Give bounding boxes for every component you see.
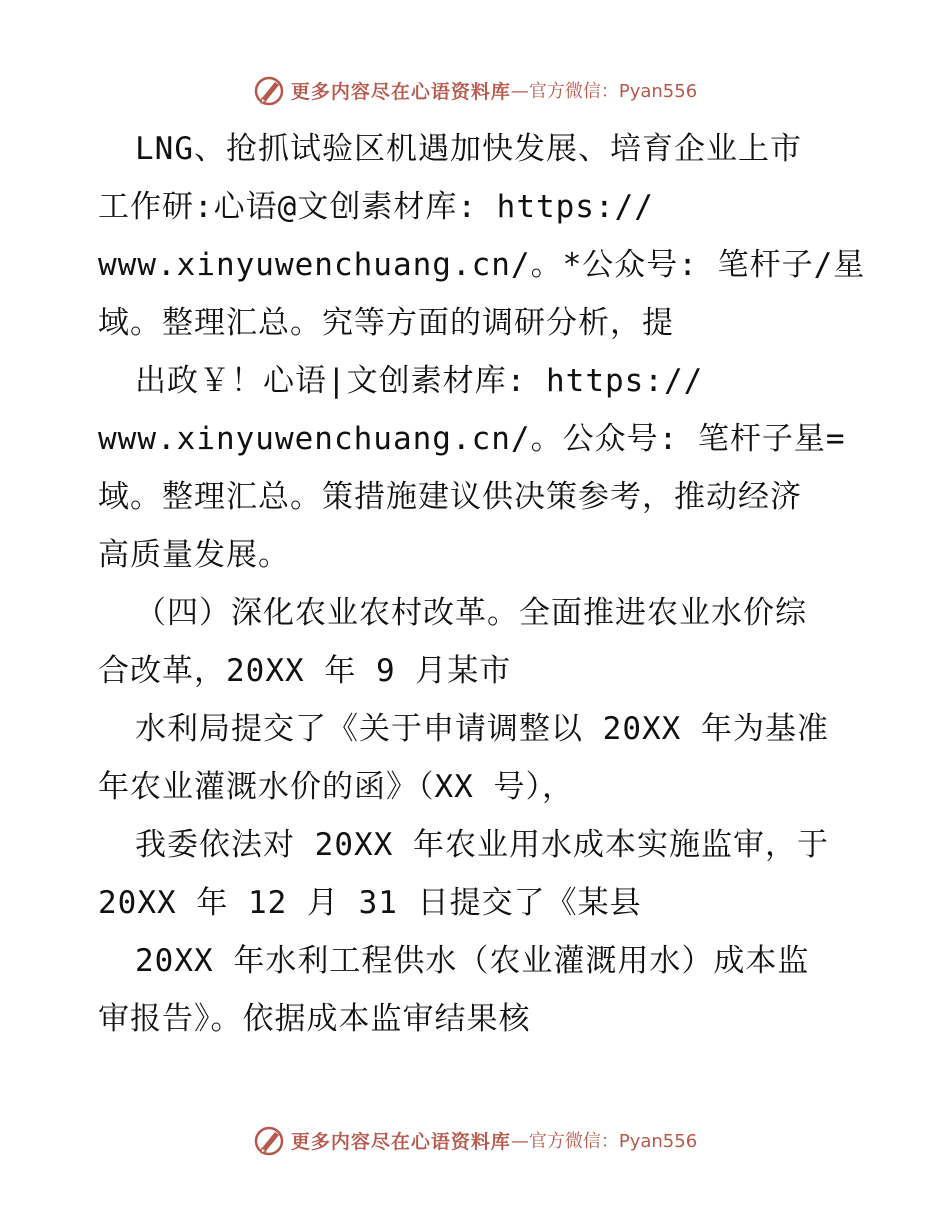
text-line: 审报告》。依据成本监审结果核: [98, 1001, 531, 1037]
pen-logo-icon: [253, 74, 285, 106]
text-line: www.xinyuwenchuang.cn/。公众号: 笔杆子星=: [98, 421, 846, 457]
watermark-footer: [0, 1120, 950, 1160]
text-line: 合改革，20XX 年 9 月某市: [98, 653, 512, 689]
watermark-title: 更多内容尽在心语资料库: [290, 80, 511, 103]
text-line: 20XX 年 12 月 31 日提交了《某县: [98, 885, 642, 921]
text-line: 年农业灌溉水价的函》（XX 号），: [98, 769, 574, 805]
text-line: 域。整理汇总。究等方面的调研分析，提: [98, 305, 674, 341]
watermark-wechat: —官方微信：Pyan556: [510, 1131, 698, 1152]
text-line: 高质量发展。: [98, 537, 290, 573]
text-line: 工作研:心语@文创素材库: https://: [98, 189, 654, 225]
text-line: 20XX 年水利工程供水（农业灌溉用水）成本监: [135, 943, 810, 979]
text-line: LNG、抢抓试验区机遇加快发展、培育企业上市: [135, 131, 802, 167]
text-line: www.xinyuwenchuang.cn/。*公众号: 笔杆子/星: [98, 247, 866, 283]
pen-logo-icon: [253, 1124, 285, 1156]
text-line: 出政￥！心语|文创素材库: https://: [135, 363, 704, 399]
text-line: 我委依法对 20XX 年农业用水成本实施监审，于: [135, 827, 829, 863]
watermark-wechat: —官方微信：Pyan556: [510, 81, 698, 102]
text-line: 域。整理汇总。策措施建议供决策参考，推动经济: [98, 479, 802, 515]
watermark-header: [0, 70, 950, 110]
watermark-title: 更多内容尽在心语资料库: [290, 1130, 511, 1153]
text-line: 水利局提交了《关于申请调整以 20XX 年为基准: [135, 711, 829, 747]
text-line: （四）深化农业农村改革。全面推进农业水价综: [135, 595, 807, 631]
